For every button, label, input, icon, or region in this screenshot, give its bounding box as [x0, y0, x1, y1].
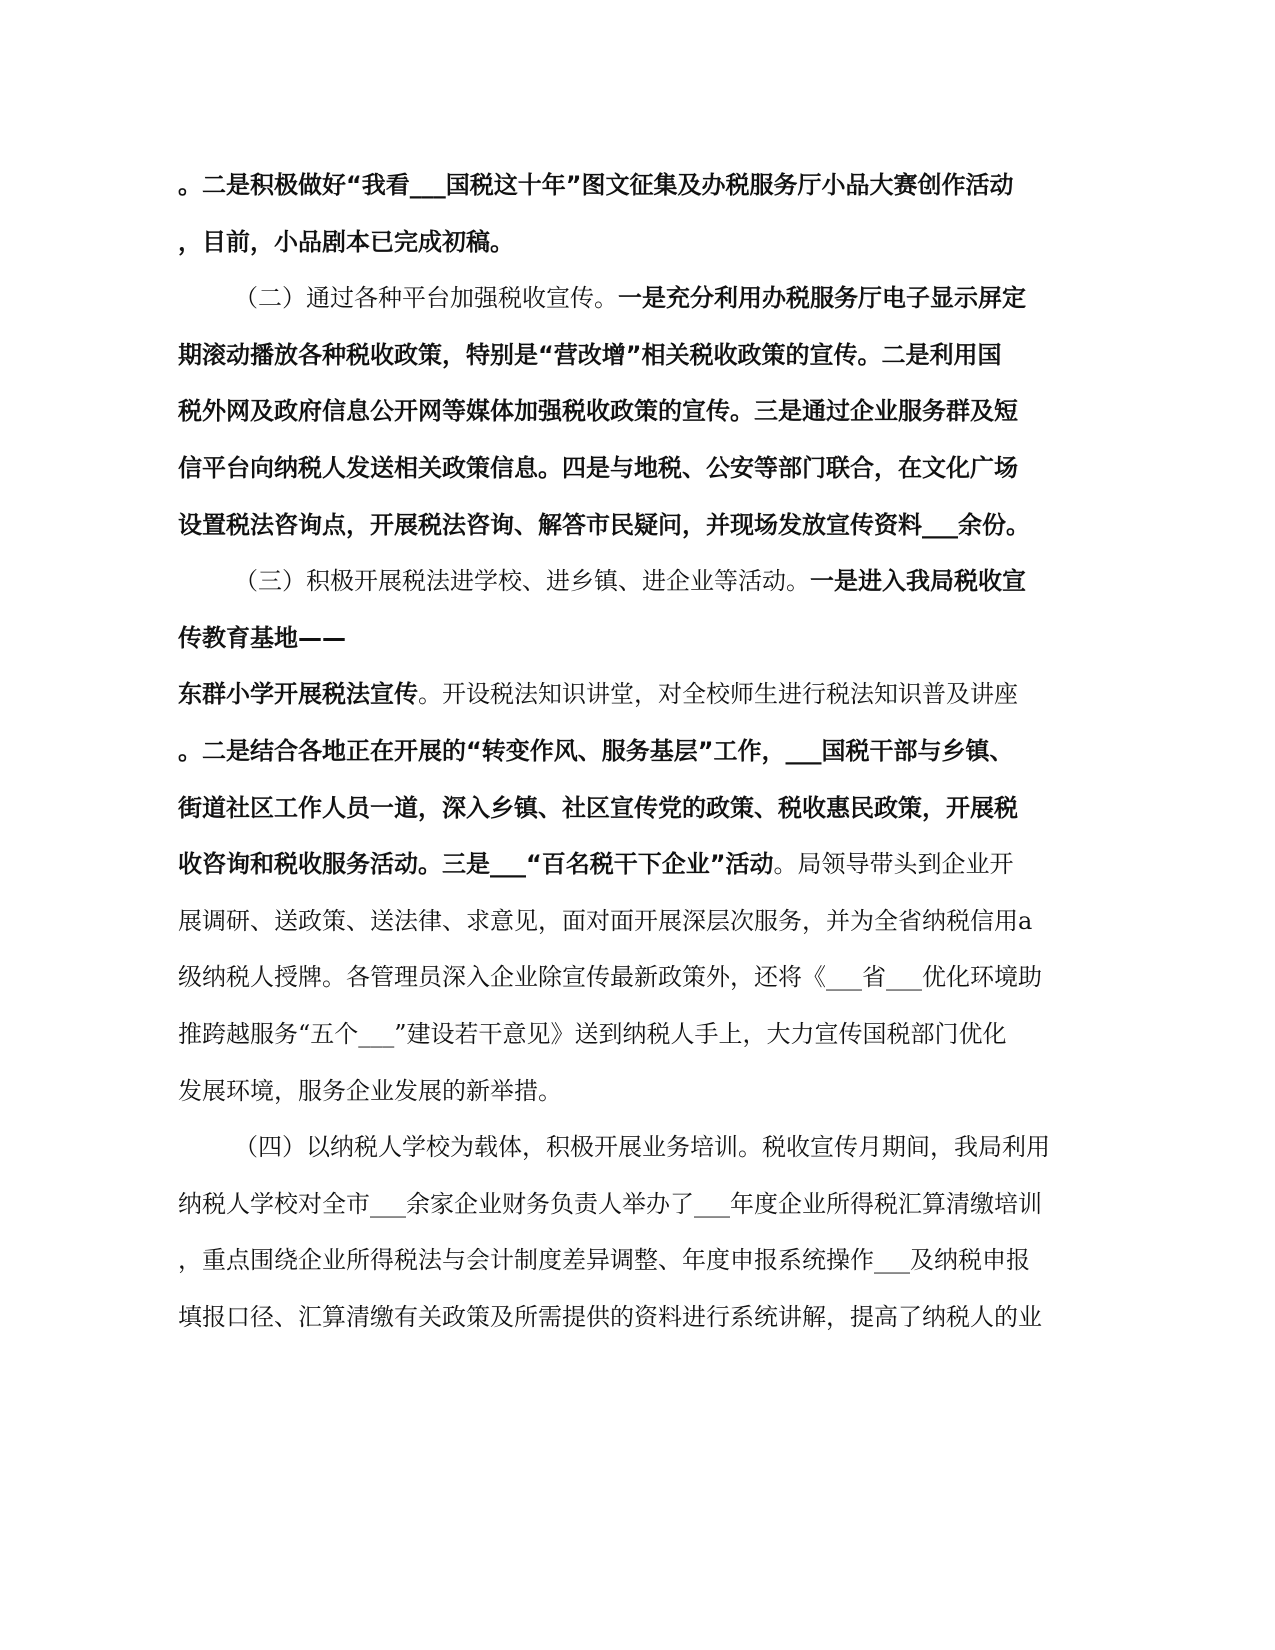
text-line: [0, 1071, 1275, 1111]
text-segment: 级纳税人授牌。各管理员深入企业除宣传最新政策外，还将《___省___优化环境助: [178, 963, 1042, 992]
text-segment: 纳税人学校对全市___余家企业财务负责人举办了___年度企业所得税汇算清缴培训: [178, 1189, 1042, 1218]
bold-text-segment: 信平台向纳税人发送相关政策信息。四是与地税、公安等部门联合，在文化广场: [178, 454, 1018, 482]
text-line: [0, 731, 1275, 771]
text-line: [0, 335, 1275, 375]
bold-text-segment: 。二是结合各地正在开展的“转变作风、服务基层”工作，___国税干部与乡镇、: [178, 737, 1014, 765]
bold-text-segment: 传教育基地——: [178, 623, 346, 652]
text-line: [0, 1014, 1275, 1054]
text-line: [0, 1297, 1275, 1337]
text-segment: 。开设税法知识讲堂，对全校师生进行税法知识普及讲座: [418, 680, 1018, 709]
text-segment: （四）以纳税人学校为载体，积极开展业务培训。税收宣传月期间，我局利用: [234, 1133, 1050, 1162]
text-line: [0, 901, 1275, 941]
bold-text-segment: 。二是积极做好“我看___国税这十年”图文征集及办税服务厅小品大赛创作活动: [178, 171, 1014, 199]
text-line: [0, 618, 1275, 658]
text-segment: （二）通过各种平台加强税收宣传。: [234, 284, 618, 313]
text-line: [0, 505, 1275, 545]
text-line: [0, 391, 1275, 431]
text-segment: 。局领导带头到企业开: [773, 850, 1014, 879]
bold-text-segment: 东群小学开展税法宣传: [178, 680, 418, 709]
text-line: [0, 674, 1275, 714]
bold-text-segment: 街道社区工作人员一道，深入乡镇、社区宣传党的政策、税收惠民政策，开展税: [178, 793, 1018, 822]
text-line: [0, 561, 1275, 601]
text-segment: 推跨越服务“五个___”建设若干意见》送到纳税人手上，大力宣传国税部门优化: [178, 1020, 1007, 1048]
bold-text-segment: 税外网及政府信息公开网等媒体加强税收政策的宣传。三是通过企业服务群及短: [178, 397, 1018, 426]
text-line: [0, 165, 1275, 205]
text-segment: （三）积极开展税法进学校、进乡镇、进企业等活动。: [234, 567, 810, 596]
text-line: [0, 278, 1275, 318]
text-line: [0, 957, 1275, 997]
bold-text-segment: 期滚动播放各种税收政策，特别是“营改增”相关税收政策的宣传。二是利用国: [178, 340, 1002, 369]
text-line: [0, 1240, 1275, 1280]
text-line: [0, 1184, 1275, 1224]
text-segment: 填报口径、汇算清缴有关政策及所需提供的资料进行系统讲解，提高了纳税人的业: [178, 1303, 1042, 1331]
text-line: [0, 448, 1275, 488]
text-segment: 展调研、送政策、送法律、求意见，面对面开展深层次服务，并为全省纳税信用a: [178, 906, 1033, 935]
text-line: [0, 788, 1275, 828]
text-line: [0, 844, 1275, 884]
bold-text-segment: ，目前，小品剧本已完成初稿。: [178, 227, 514, 256]
text-segment: 发展环境，服务企业发展的新举措。: [178, 1076, 562, 1105]
text-line: [0, 222, 1275, 262]
bold-text-segment: 一是进入我局税收宣: [810, 567, 1026, 596]
bold-text-segment: 一是充分利用办税服务厅电子显示屏定: [618, 284, 1026, 313]
text-segment: ，重点围绕企业所得税法与会计制度差异调整、年度申报系统操作___及纳税申报: [178, 1246, 1030, 1275]
bold-text-segment: 收咨询和税收服务活动。三是___“百名税干下企业”活动: [178, 850, 774, 879]
bold-text-segment: 设置税法咨询点，开展税法咨询、解答市民疑问，并现场发放宣传资料___余份。: [178, 510, 1030, 539]
text-line: [0, 1127, 1275, 1167]
